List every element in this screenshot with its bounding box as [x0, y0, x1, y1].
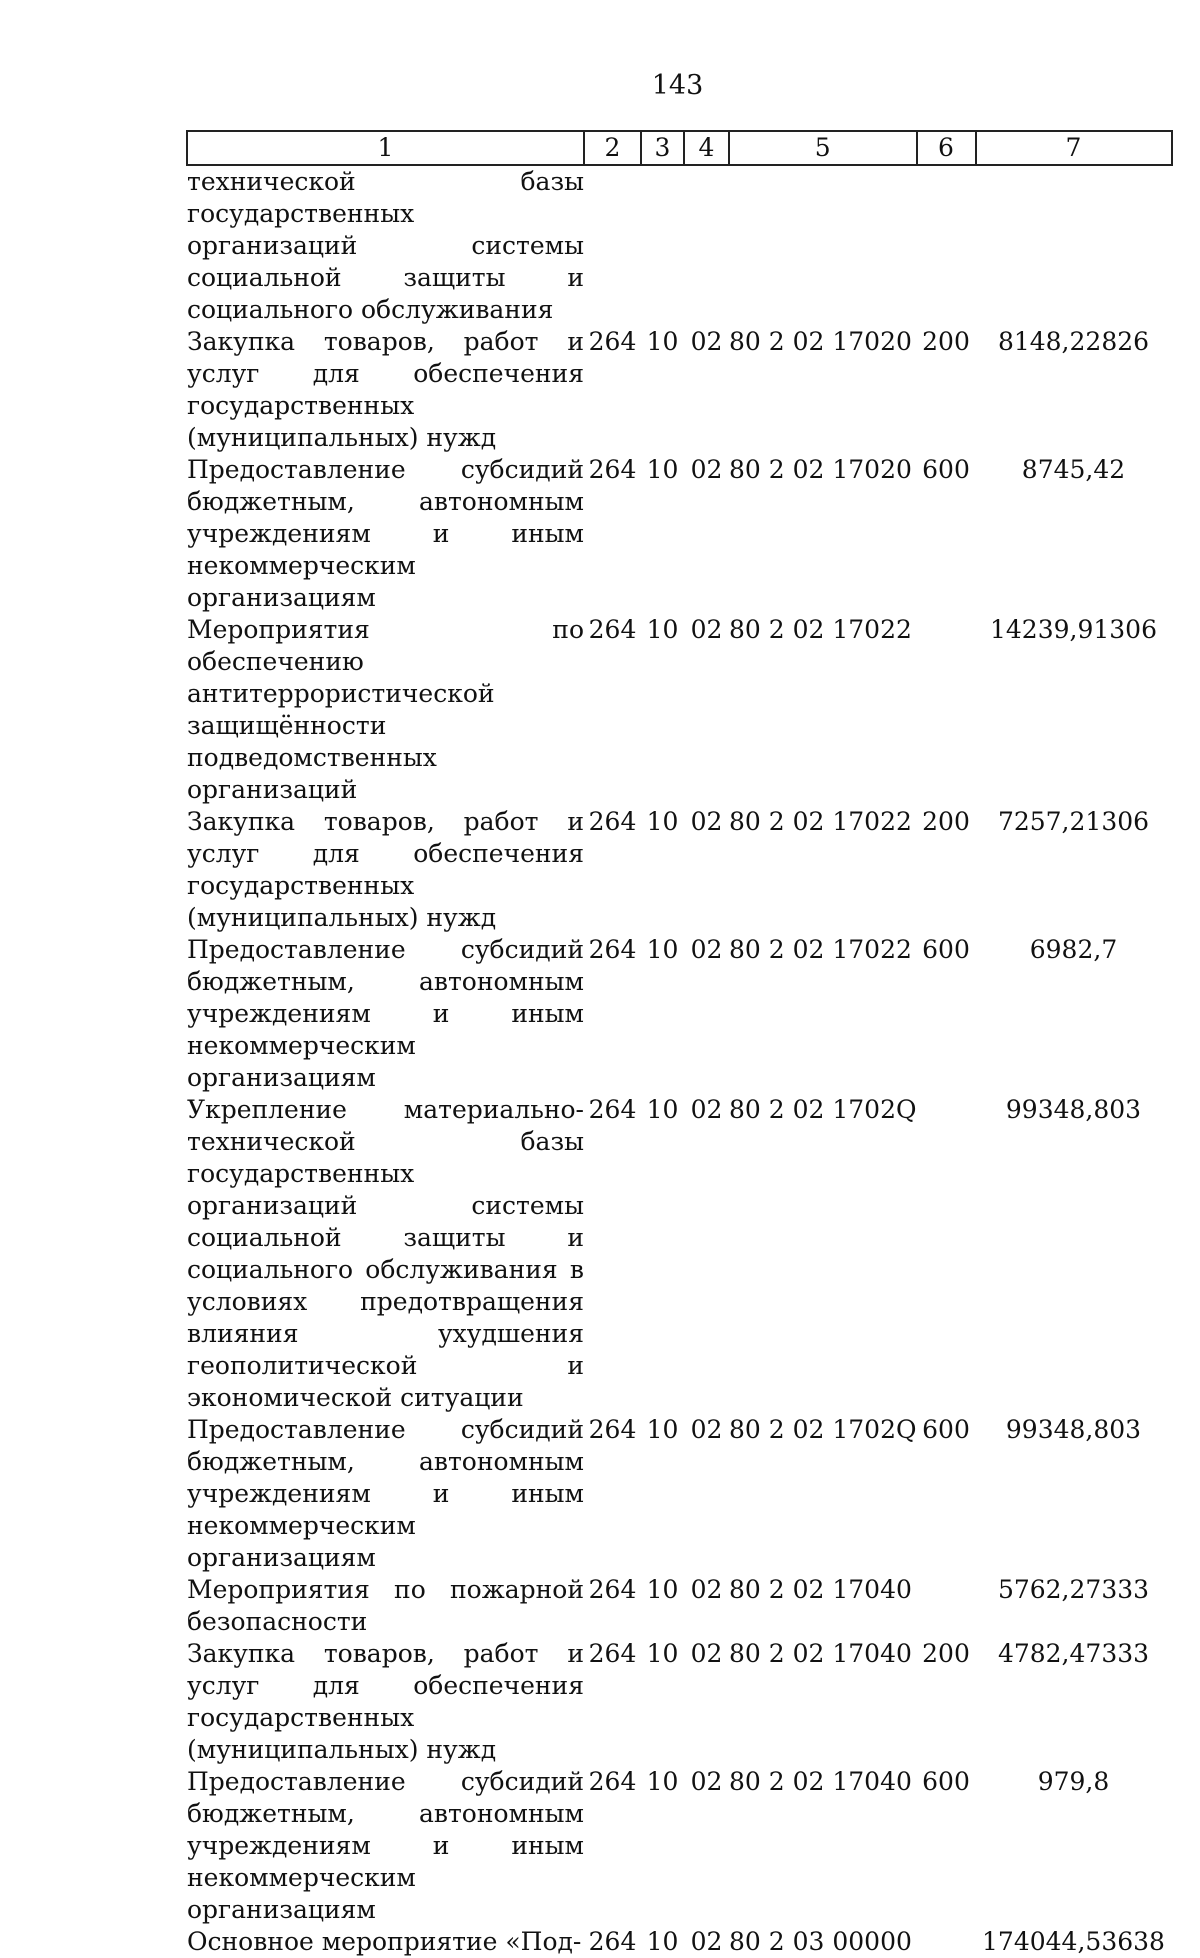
- row-target-article-cell: 80 2 03 00000: [729, 1927, 912, 1956]
- row-name-cell: Предоставление субсидий бюджетным, автономным учреждениям и иным некоммерческим организациям: [187, 935, 584, 1092]
- row-admin-code-cell: 264: [588, 1415, 637, 1444]
- table-row: [187, 454, 1172, 614]
- row-amount-cell: [976, 165, 1172, 326]
- row-subsection-cell: 02: [690, 1575, 723, 1604]
- row-expense-type-cell: [917, 1574, 976, 1638]
- row-subsection-cell: [684, 165, 729, 326]
- row-amount-cell: 8148,22826: [997, 327, 1150, 356]
- row-expense-type-cell: [917, 614, 976, 806]
- row-expense-type-cell: 200: [922, 327, 970, 356]
- table-row: [187, 806, 1172, 934]
- row-target-article-cell: 80 2 02 1702Q: [729, 1095, 917, 1124]
- header-col-1: 1: [187, 131, 584, 165]
- table-row: [187, 165, 1172, 326]
- row-amount-cell: 4782,47333: [997, 1639, 1150, 1668]
- row-name-cell: Предоставление субсидий бюджетным, автономным учреждениям и иным некоммерческим организациям: [187, 1767, 584, 1924]
- row-expense-type-cell: [917, 165, 976, 326]
- row-section-cell: 10: [646, 1767, 679, 1796]
- row-section-cell: 10: [646, 1095, 679, 1124]
- row-subsection-cell: 02: [690, 935, 723, 964]
- header-col-6: 6: [917, 131, 976, 165]
- row-name-cell: Основное мероприятие «Под-: [187, 1927, 582, 1956]
- row-name-cell: Предоставление субсидий бюджетным, автономным учреждениям и иным некоммерческим организациям: [187, 1415, 584, 1572]
- row-expense-type-cell: [917, 1094, 976, 1414]
- row-name-cell: Мероприятия по обеспечению антитеррористической защищённости подведомственных организаций: [187, 615, 584, 804]
- row-expense-type-cell: 600: [922, 935, 970, 964]
- table-row: [187, 1766, 1172, 1926]
- row-name-cell: Укрепление материально-технической базы государственных организаций системы социальной защиты и социального обслуживания в условиях предотвращения влияния ухудшения геополитической и экономической ситуации: [187, 1095, 584, 1412]
- table-row: [187, 614, 1172, 806]
- row-amount-cell: 5762,27333: [997, 1575, 1150, 1604]
- table-row: [187, 1414, 1172, 1574]
- row-section-cell: 10: [646, 1575, 679, 1604]
- row-section-cell: 10: [646, 455, 679, 484]
- row-target-article-cell: 80 2 02 17022: [729, 807, 912, 836]
- row-subsection-cell: 02: [690, 455, 723, 484]
- row-subsection-cell: 02: [690, 1639, 723, 1668]
- row-section-cell: 10: [646, 935, 679, 964]
- page-number: 143: [651, 70, 704, 101]
- row-amount-cell: 979,8: [1037, 1767, 1110, 1796]
- row-subsection-cell: 02: [690, 327, 723, 356]
- row-name-cell: Закупка товаров, работ и услуг для обеспечения государственных (муниципальных) нужд: [187, 1639, 584, 1764]
- row-admin-code-cell: [584, 165, 641, 326]
- row-amount-cell: 8745,42: [1021, 455, 1126, 484]
- table-row: [187, 934, 1172, 1094]
- row-subsection-cell: 02: [690, 615, 723, 644]
- row-section-cell: [641, 165, 684, 326]
- row-section-cell: 10: [646, 615, 679, 644]
- row-subsection-cell: 02: [690, 807, 723, 836]
- row-subsection-cell: 02: [690, 1095, 723, 1124]
- row-amount-cell: 7257,21306: [997, 807, 1150, 836]
- row-name-cell: Мероприятия по пожарной безопасности: [187, 1575, 584, 1636]
- header-col-7: 7: [976, 131, 1172, 165]
- row-name-cell: Закупка товаров, работ и услуг для обеспечения государственных (муниципальных) нужд: [187, 327, 584, 452]
- row-target-article-cell: 80 2 02 17040: [729, 1639, 912, 1668]
- table-row: [187, 326, 1172, 454]
- row-expense-type-cell: [917, 1926, 976, 1958]
- row-subsection-cell: 02: [690, 1415, 723, 1444]
- row-target-article-cell: 80 2 02 17040: [729, 1767, 912, 1796]
- header-col-2: 2: [584, 131, 641, 165]
- table-row: [187, 1926, 1172, 1958]
- row-admin-code-cell: 264: [588, 807, 637, 836]
- header-col-5: 5: [729, 131, 917, 165]
- row-admin-code-cell: 264: [588, 1095, 637, 1124]
- table-row: [187, 1638, 1172, 1766]
- header-col-4: 4: [684, 131, 729, 165]
- row-target-article-cell: 80 2 02 17022: [729, 615, 912, 644]
- row-amount-cell: 6982,7: [1029, 935, 1118, 964]
- row-amount-cell: 99348,803: [1005, 1095, 1142, 1124]
- row-expense-type-cell: 200: [922, 1639, 970, 1668]
- header-col-3: 3: [641, 131, 684, 165]
- row-section-cell: 10: [646, 1639, 679, 1668]
- row-admin-code-cell: 264: [588, 935, 637, 964]
- row-target-article-cell: 80 2 02 17022: [729, 935, 912, 964]
- row-admin-code-cell: 264: [588, 1639, 637, 1668]
- row-amount-cell: 174044,53638: [982, 1927, 1165, 1956]
- row-admin-code-cell: 264: [588, 455, 637, 484]
- row-target-article-cell: 80 2 02 17020: [729, 327, 912, 356]
- row-admin-code-cell: 264: [588, 1927, 637, 1956]
- row-amount-cell: 99348,803: [1005, 1415, 1142, 1444]
- row-subsection-cell: 02: [690, 1927, 723, 1956]
- row-amount-cell: 14239,91306: [989, 615, 1157, 644]
- row-name-cell: технической базы государственных организаций системы социальной защиты и социального обслуживания: [187, 167, 584, 324]
- row-target-article-cell: 80 2 02 17040: [729, 1575, 912, 1604]
- row-expense-type-cell: 200: [922, 807, 970, 836]
- row-expense-type-cell: 600: [922, 455, 970, 484]
- row-admin-code-cell: 264: [588, 1575, 637, 1604]
- row-name-cell: Закупка товаров, работ и услуг для обеспечения государственных (муниципальных) нужд: [187, 807, 584, 932]
- row-section-cell: 10: [646, 1415, 679, 1444]
- row-target-article-cell: 80 2 02 17020: [729, 455, 912, 484]
- row-target-article-cell: 80 2 02 1702Q: [729, 1415, 917, 1444]
- row-expense-type-cell: 600: [922, 1415, 970, 1444]
- row-subsection-cell: 02: [690, 1767, 723, 1796]
- row-admin-code-cell: 264: [588, 615, 637, 644]
- table-row: [187, 1574, 1172, 1638]
- row-section-cell: 10: [646, 1927, 679, 1956]
- table-header-row: [187, 131, 1172, 165]
- row-admin-code-cell: 264: [588, 327, 637, 356]
- row-expense-type-cell: 600: [922, 1767, 970, 1796]
- row-name-cell: Предоставление субсидий бюджетным, автономным учреждениям и иным некоммерческим организациям: [187, 455, 584, 612]
- row-target-article-cell: [729, 165, 917, 326]
- row-section-cell: 10: [646, 327, 679, 356]
- row-section-cell: 10: [646, 807, 679, 836]
- row-admin-code-cell: 264: [588, 1767, 637, 1796]
- table-row: [187, 1094, 1172, 1414]
- budget-table: [186, 130, 1173, 1958]
